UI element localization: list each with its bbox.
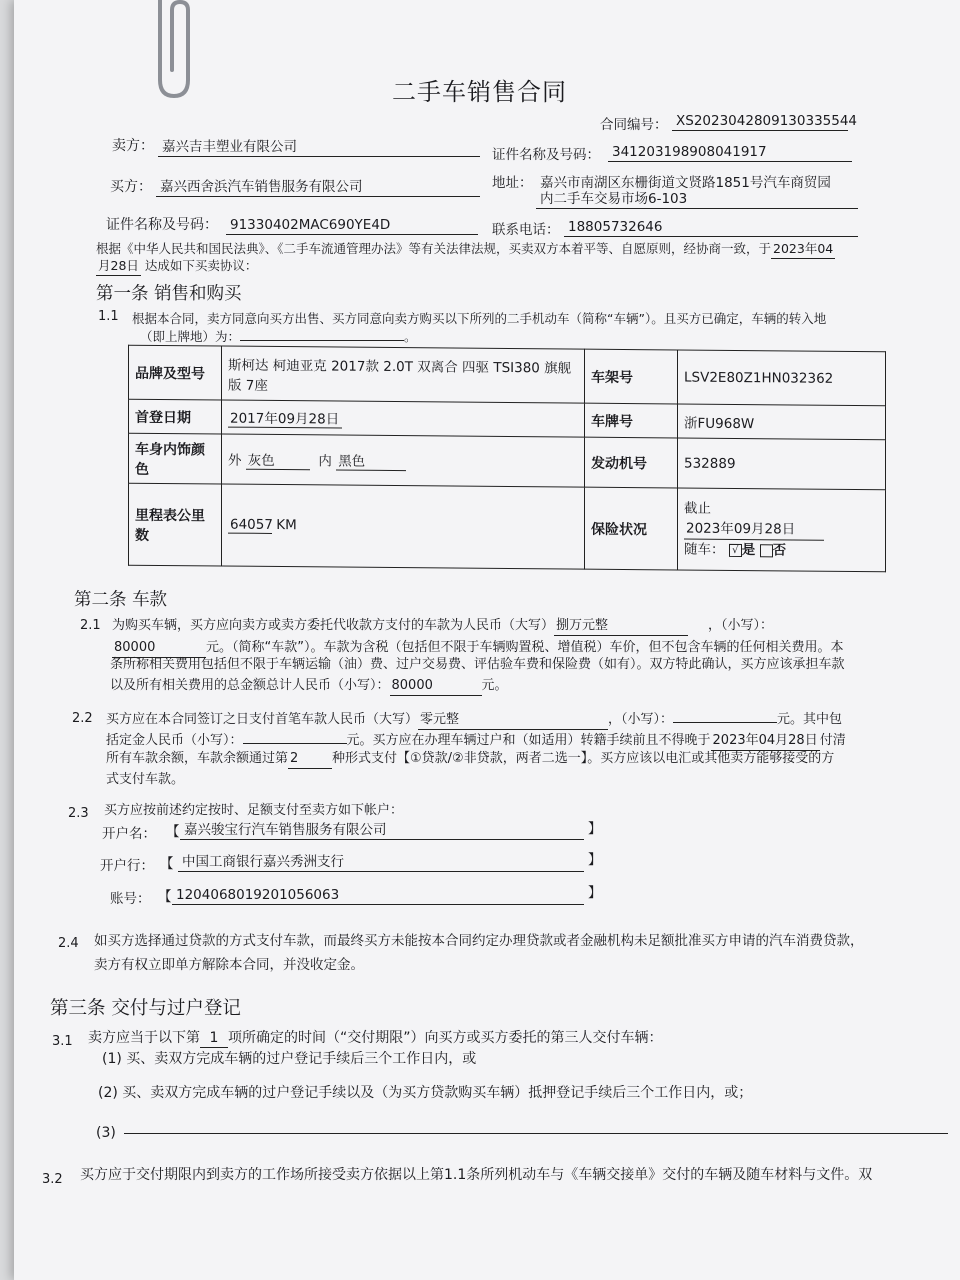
ins-no-checkbox[interactable] (760, 544, 773, 557)
s31-option1: (1) 买、卖双方完成车辆的过户登记手续后三个工作日内，或 (102, 1051, 477, 1067)
vin-value: LSV2E80Z1HN032362 (678, 350, 886, 406)
table-row (129, 433, 886, 490)
plate-value: 浙FU968W (678, 404, 886, 440)
buyer-id-value: 91330402MAC690YE4D (226, 216, 478, 235)
preamble-line1: 根据《中华人民共和国民法典》、《二手车流通管理办法》等有关法律法规，买卖双方本着平等、自愿原则，经协商一致，于 2023年04 (96, 240, 835, 259)
s23-text: 买方应按前述约定按时、足额支付至卖方如下帐户： (104, 803, 404, 818)
s31-line: 卖方应当于以下第 1 项所确定的时间（“交付期限”）向买方或买方委托的第三人交付车辆： (88, 1030, 663, 1046)
acct-name-value: 嘉兴骏宝行汽车销售服务有限公司 (180, 821, 584, 840)
ins-no-label: 否 (772, 542, 787, 559)
seller-value: 嘉兴吉丰塑业有限公司 (158, 138, 480, 157)
bank-label: 开户行： (100, 858, 154, 874)
reg-date-cell (222, 400, 585, 437)
acct-name-bracket-left: 【 (166, 824, 180, 840)
ins-yes-checkbox[interactable]: √ (729, 543, 742, 556)
color-in-value: 黑色 (336, 450, 406, 472)
s21-line3: 条所称相关费用包括但不限于车辆运输（油）费、过户交易费、评估验车费和保险费（如有）。双方特此确认，买方应该承担车款 (110, 657, 845, 672)
s24-line1: 如买方选择通过贷款的方式支付车款，而最终买方未能按本合同约定办理贷款或者金融机构未足额批准买方申请的汽车消费贷款， (94, 933, 864, 949)
color-cell (222, 434, 585, 487)
s11-number: 1.1 (98, 309, 119, 324)
mileage-label: 里程表公里数 (129, 483, 222, 566)
mileage-cell (222, 484, 585, 569)
insurance-cell (678, 488, 886, 572)
bank-bracket-left: 【 (160, 856, 174, 872)
paper-clip-icon (150, 0, 192, 100)
brand-label: 品牌及型号 (129, 345, 222, 400)
s31-option3: (3) (96, 1125, 116, 1141)
color-out-value: 灰色 (246, 449, 310, 471)
color-out-label: 外 (228, 452, 242, 469)
article2-title: 第二条 车款 (74, 590, 168, 610)
preamble-line2: 月28日 达成如下买卖协议： (96, 257, 257, 276)
color-label: 车身内饰颜色 (129, 433, 222, 484)
s24-number: 2.4 (58, 936, 79, 951)
s23-number: 2.3 (68, 806, 89, 821)
s31-option2: (2) 买、卖双方完成车辆的过户登记手续以及（为买方贷款购买车辆）抵押登记手续后三个工作日内，或； (98, 1085, 753, 1101)
page-title: 二手车销售合同 (392, 78, 567, 106)
table-row (129, 345, 886, 406)
engine-label: 发动机号 (585, 437, 678, 488)
seller-id-label: 证件名称及号码： (492, 147, 600, 163)
article1-title: 第一条 销售和购买 (96, 284, 242, 304)
buyer-addr-label: 地址： (492, 175, 533, 191)
ins-date: 2023年09月28日 (684, 519, 824, 541)
seller-id-value: 341203198908041917 (608, 143, 852, 162)
s11-text1: 根据本合同，卖方同意向买方出售、买方同意向卖方购买以下所列的二手机动车（简称“车辆”）。且买方已确定，车辆的转入地 (132, 311, 827, 326)
vin-label: 车架号 (585, 349, 678, 404)
mileage-value: 64057 (230, 516, 273, 533)
vehicle-spec-table (128, 345, 886, 573)
s21-number: 2.1 (80, 618, 101, 633)
buyer-id-label: 证件名称及号码： (106, 217, 218, 233)
brand-value: 斯柯达 柯迪亚克 2017款 2.0T 双离合 四驱 TSI380 旗舰版 7座 (222, 346, 585, 403)
buyer-addr-line2: 内二手车交易市场6-103 (536, 190, 858, 209)
plate-label: 车牌号 (585, 403, 678, 438)
buyer-label: 买方： (110, 179, 152, 195)
insurance-label: 保险状况 (585, 487, 678, 570)
contract-no-label: 合同编号： (600, 117, 668, 133)
table-row (129, 483, 886, 572)
acct-no-label: 账号： (110, 891, 151, 907)
s22-line3: 所有车款余额，车款余额通过第 2 种形式支付【①贷款/②非贷款，两者二选一】。买方应该以电汇或其他卖方能够接受的方 (106, 750, 834, 769)
bank-bracket-right: 】 (588, 852, 602, 868)
contract-no-value: XS2023042809130335544 (672, 112, 848, 131)
s21-line2: 80000 元。（简称“车款”）。车款为含税（包括但不限于车辆购置税、增值税）车价，但不包含车辆的任何相关费用。本 (112, 639, 843, 658)
acct-no-bracket-left: 【 (158, 889, 172, 905)
acct-name-label: 开户名： (102, 826, 156, 842)
acct-no-bracket-right: 】 (588, 885, 602, 901)
s31-number: 3.1 (52, 1034, 73, 1049)
reg-date-label: 首登日期 (129, 399, 222, 434)
article3-title: 第三条 交付与过户登记 (50, 998, 241, 1019)
s21-line4: 以及所有相关费用的总金额总计人民币（小写）： 80000 元。 (110, 677, 508, 696)
ins-with-label: 随车： (684, 541, 725, 558)
ins-until: 截止 (684, 500, 711, 517)
buyer-phone-label: 联系电话： (492, 222, 560, 238)
s21-line1: 为购买车辆，买方应向卖方或卖方委托代收款方支付的车款为人民币（大写） 捌万元整 ，（小写）： (112, 617, 773, 636)
reg-date-value: 2017年09月28日 (228, 407, 342, 429)
engine-value: 532889 (678, 438, 886, 490)
bank-value: 中国工商银行嘉兴秀洲支行 (178, 853, 584, 872)
s24-line2: 卖方有权立即单方解除本合同，并没收定金。 (94, 957, 364, 973)
color-in-label: 内 (318, 453, 332, 470)
s22-line1: 买方应在本合同签订之日支付首笔车款人民币（大写） 零元整 ，（小写）： 元。其中包 (106, 708, 842, 730)
seller-label: 卖方： (112, 138, 154, 154)
s32-text: 买方应于交付期限内到卖方的工作场所接受卖方依据以上第1.1条所列机动车与《车辆交接单》交付的车辆及随车材料与文件。双 (80, 1167, 873, 1183)
s31-option3-blank (124, 1133, 948, 1134)
acct-name-bracket-right: 】 (588, 821, 602, 837)
buyer-phone-value: 18805732646 (564, 218, 858, 237)
buyer-addr-line1: 嘉兴市南湖区东栅街道文贤路1851号汽车商贸园 (540, 175, 831, 191)
s22-line2: 括定金人民币（小写）： 元。买方应在办理车辆过户和（如适用）转籍手续前且不得晚于 2023年04月28日 付清 (106, 729, 846, 751)
s22-number: 2.2 (72, 711, 93, 726)
s32-number: 3.2 (42, 1172, 63, 1187)
s22-line4: 式支付车款。 (106, 772, 185, 787)
buyer-value: 嘉兴西舍浜汽车销售服务有限公司 (156, 178, 480, 197)
ins-yes-label: 是 (741, 542, 756, 559)
s11-text2: （即上牌地）为： 。 (140, 326, 417, 346)
acct-no-value: 1204068019201056063 (172, 886, 584, 905)
mileage-unit: KM (276, 516, 297, 534)
